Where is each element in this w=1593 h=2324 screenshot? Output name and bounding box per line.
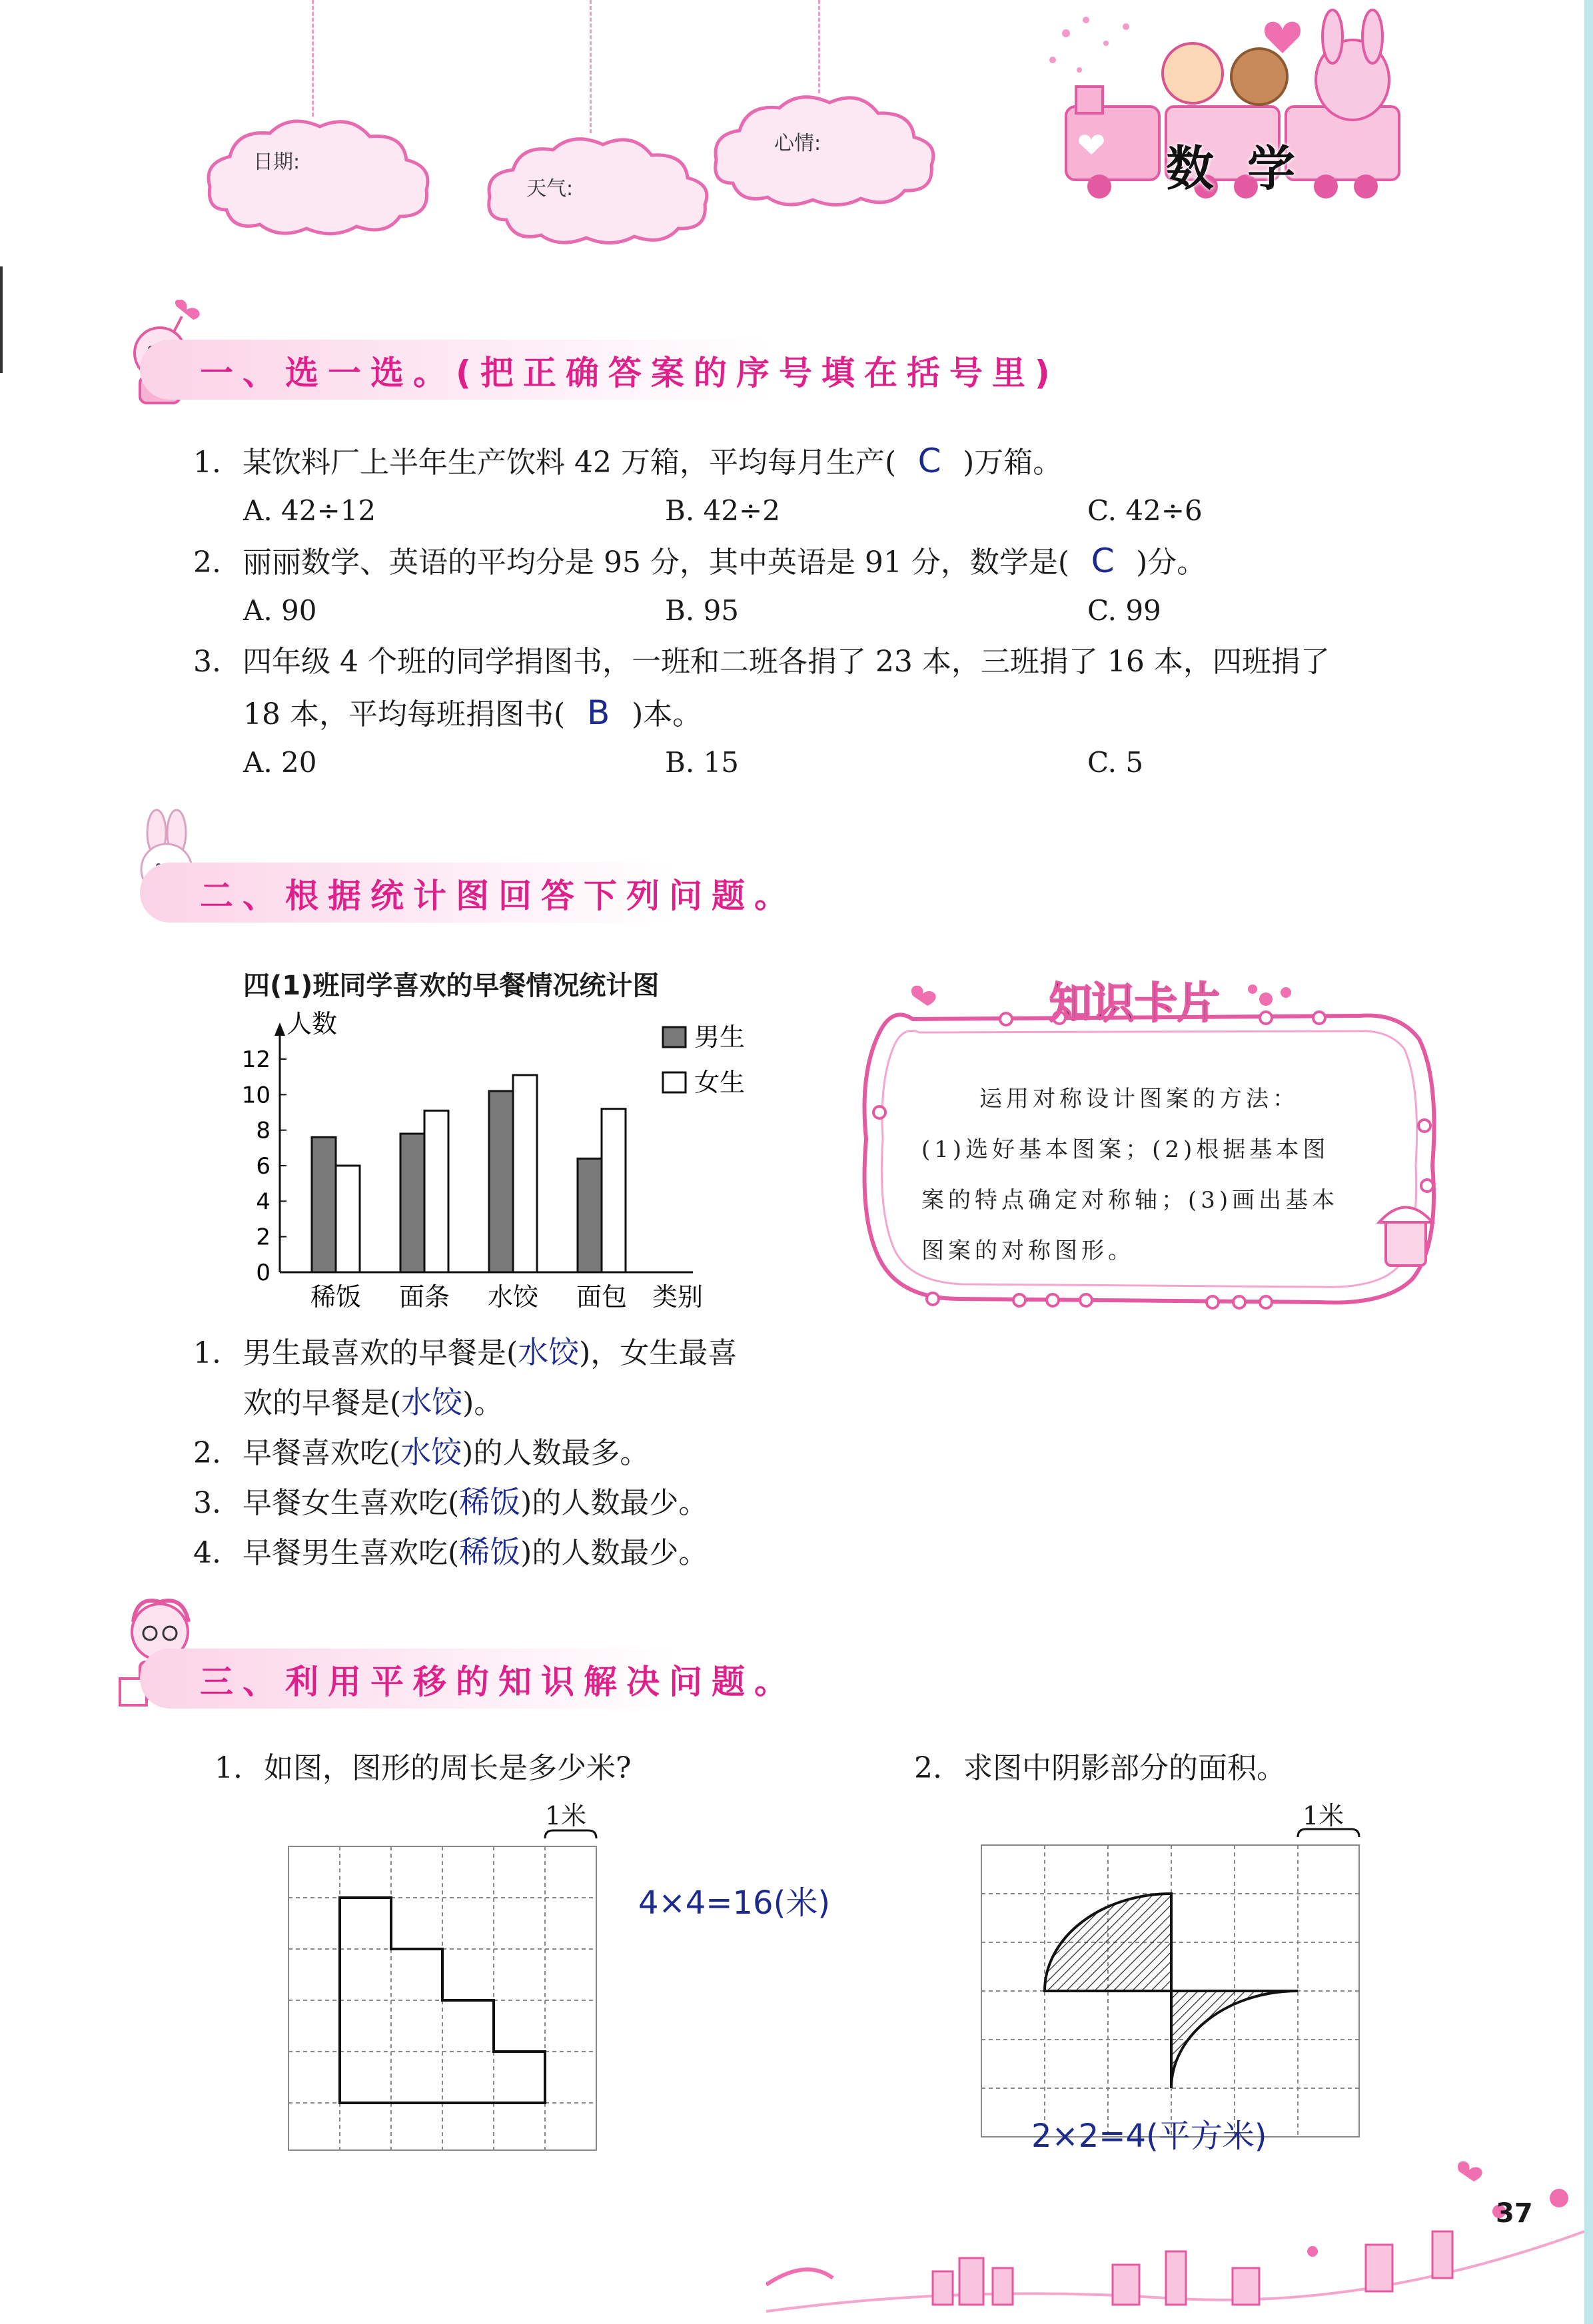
section3-title: 三、利用平移的知识解决问题。 (200, 1663, 797, 1701)
bar-girls-面包 (602, 1109, 626, 1272)
legend-label: 女生 (694, 1068, 746, 1097)
question-number: 1. (215, 1751, 243, 1785)
knowledge-card-line-3: 案的特点确定对称轴；(3)画出基本 (921, 1187, 1339, 1214)
x-tick-label: 面条 (398, 1282, 450, 1312)
chart-question-3 (193, 1482, 708, 1523)
option-c: C. 99 (1087, 594, 1161, 627)
question-number: 2. (193, 546, 221, 580)
question-text-after: )万箱。 (963, 446, 1063, 480)
question-text: 早餐喜欢吃( (242, 1436, 401, 1470)
question-text: 早餐女生喜欢吃( (242, 1486, 460, 1520)
option-b: B. 95 (665, 594, 740, 627)
knowledge-card-line-4: 图案的对称图形。 (921, 1238, 1135, 1264)
legend-swatch (663, 1072, 686, 1092)
grid-figure-1 (280, 1792, 613, 2158)
question-text: 求图中阴影部分的面积。 (963, 1751, 1286, 1785)
question-text-after: )。 (462, 1386, 504, 1420)
grid-figure-2 (973, 1792, 1372, 2145)
answer-text: 水饺 (400, 1434, 462, 1470)
chart-question-4 (193, 1532, 708, 1573)
y-tick-label: 0 (256, 1260, 270, 1286)
question-number: 3. (193, 1486, 221, 1520)
question-number: 1. (193, 1336, 221, 1370)
bar-girls-面条 (424, 1110, 448, 1272)
page-edge (1584, 0, 1593, 2324)
x-tick-label: 面包 (576, 1282, 628, 1312)
answer-text: 水饺 (518, 1334, 580, 1370)
chart-title: 四(1)班同学喜欢的早餐情况统计图 (243, 970, 660, 1001)
legend-swatch (663, 1027, 686, 1047)
answer-text: 4×4=16(米) (638, 1884, 831, 1922)
bar-boys-面条 (400, 1134, 424, 1272)
hanging-string (312, 0, 315, 117)
y-tick-label: 2 (256, 1224, 270, 1251)
question-text: 四年级 4 个班的同学捐图书，一班和二班各捐了 23 本，三班捐了 16 本，四班捐了 (242, 645, 1330, 679)
footer-decoration (766, 2151, 1584, 2324)
translation-question-2 (914, 1748, 1286, 1788)
option-a: A. 42÷12 (243, 494, 376, 527)
question-text: 欢的早餐是( (243, 1386, 402, 1420)
chart-question-1 (193, 1332, 737, 1373)
knowledge-card-line-1: 运用对称设计图案的方法： (979, 1086, 1299, 1112)
unit-label-2: 1米 (1303, 1801, 1344, 1830)
hanging-string (590, 0, 593, 133)
x-axis-label: 类别 (652, 1282, 704, 1312)
y-tick-label: 8 (256, 1117, 270, 1144)
subject-title: 数 学 (1166, 141, 1296, 196)
y-tick-label: 10 (241, 1082, 270, 1109)
y-tick-label: 12 (241, 1046, 270, 1073)
question-text-after: )分。 (1136, 546, 1207, 580)
option-b: B. 15 (665, 746, 740, 779)
question-text: 男生最喜欢的早餐是( (242, 1336, 518, 1370)
page-number: 37 (1496, 2198, 1533, 2229)
y-axis-arrow (274, 1022, 285, 1036)
weather-cloud (480, 130, 720, 250)
option-a: A. 20 (243, 746, 317, 779)
x-tick-label: 水饺 (487, 1282, 539, 1312)
header (0, 0, 1593, 253)
answer-text: 2×2=4(平方米) (1031, 2118, 1267, 2155)
question-text-after: )，女生最喜 (579, 1336, 738, 1370)
option-b: B. 42÷2 (665, 494, 780, 527)
option-c: C. 5 (1087, 746, 1144, 779)
y-axis-label: 人数 (286, 1009, 338, 1038)
mood-cloud (706, 87, 946, 213)
x-tick-label: 稀饭 (310, 1282, 362, 1312)
question-text: 某饮料厂上半年生产饮料 42 万箱，平均每月生产( (242, 446, 897, 480)
answer-text: C (1091, 542, 1115, 580)
question-number: 4. (193, 1536, 221, 1570)
question-number: 2. (193, 1436, 221, 1470)
answer-text: C (917, 442, 941, 480)
bar-boys-水饺 (489, 1091, 513, 1272)
question-text: 早餐男生喜欢吃( (242, 1536, 460, 1570)
question-number: 3. (193, 645, 221, 679)
question-text-after: )的人数最少。 (520, 1486, 708, 1520)
answer-text: 稀饭 (459, 1534, 521, 1570)
bar-boys-稀饭 (312, 1137, 336, 1272)
question-3-line2 (243, 693, 702, 735)
question-1 (193, 441, 1062, 483)
y-tick-label: 4 (256, 1188, 270, 1216)
option-c: C. 42÷6 (1087, 494, 1203, 527)
option-a: A. 90 (243, 594, 317, 627)
bar-chart (240, 1006, 786, 1326)
bar-girls-稀饭 (336, 1166, 360, 1272)
question-text-after: )的人数最少。 (520, 1536, 708, 1570)
mood-label: 心情: (774, 132, 821, 155)
answer-text: 水饺 (401, 1384, 463, 1420)
answer-text: 稀饭 (459, 1484, 521, 1520)
bar-girls-水饺 (513, 1075, 537, 1272)
date-cloud (200, 110, 440, 243)
knowledge-card-title: 知识卡片 (1049, 979, 1220, 1028)
hanging-string (818, 0, 821, 93)
section2-title: 二、根据统计图回答下列问题。 (200, 877, 797, 915)
question-3 (193, 642, 1330, 682)
question-number: 1. (193, 446, 221, 480)
question-number: 2. (914, 1751, 942, 1785)
legend-label: 男生 (694, 1022, 746, 1052)
answer-text: B (586, 693, 610, 732)
weather-label: 天气: (526, 177, 574, 200)
knowledge-card-line-2: (1)选好基本图案；(2)根据基本图 (921, 1136, 1330, 1163)
question-text-after: )的人数最多。 (462, 1436, 650, 1470)
bar-boys-面包 (578, 1158, 602, 1272)
question-text: 丽丽数学、英语的平均分是 95 分，其中英语是 91 分，数学是( (242, 546, 1070, 580)
translation-question-1 (215, 1748, 632, 1788)
question-text-after: )本。 (632, 697, 702, 731)
question-text: 如图，图形的周长是多少米? (263, 1751, 632, 1785)
page-edge-left (0, 266, 3, 373)
unit-label-1: 1米 (545, 1801, 587, 1830)
section1-title: 一、选一选。(把正确答案的序号填在括号里) (200, 354, 1059, 392)
question-text: 18 本，平均每班捐图书( (243, 697, 566, 731)
question-2 (193, 541, 1206, 583)
chart-question-2 (193, 1432, 649, 1473)
date-label: 日期: (253, 151, 300, 174)
y-tick-label: 6 (256, 1153, 270, 1180)
chart-question-1-line2 (243, 1382, 503, 1423)
